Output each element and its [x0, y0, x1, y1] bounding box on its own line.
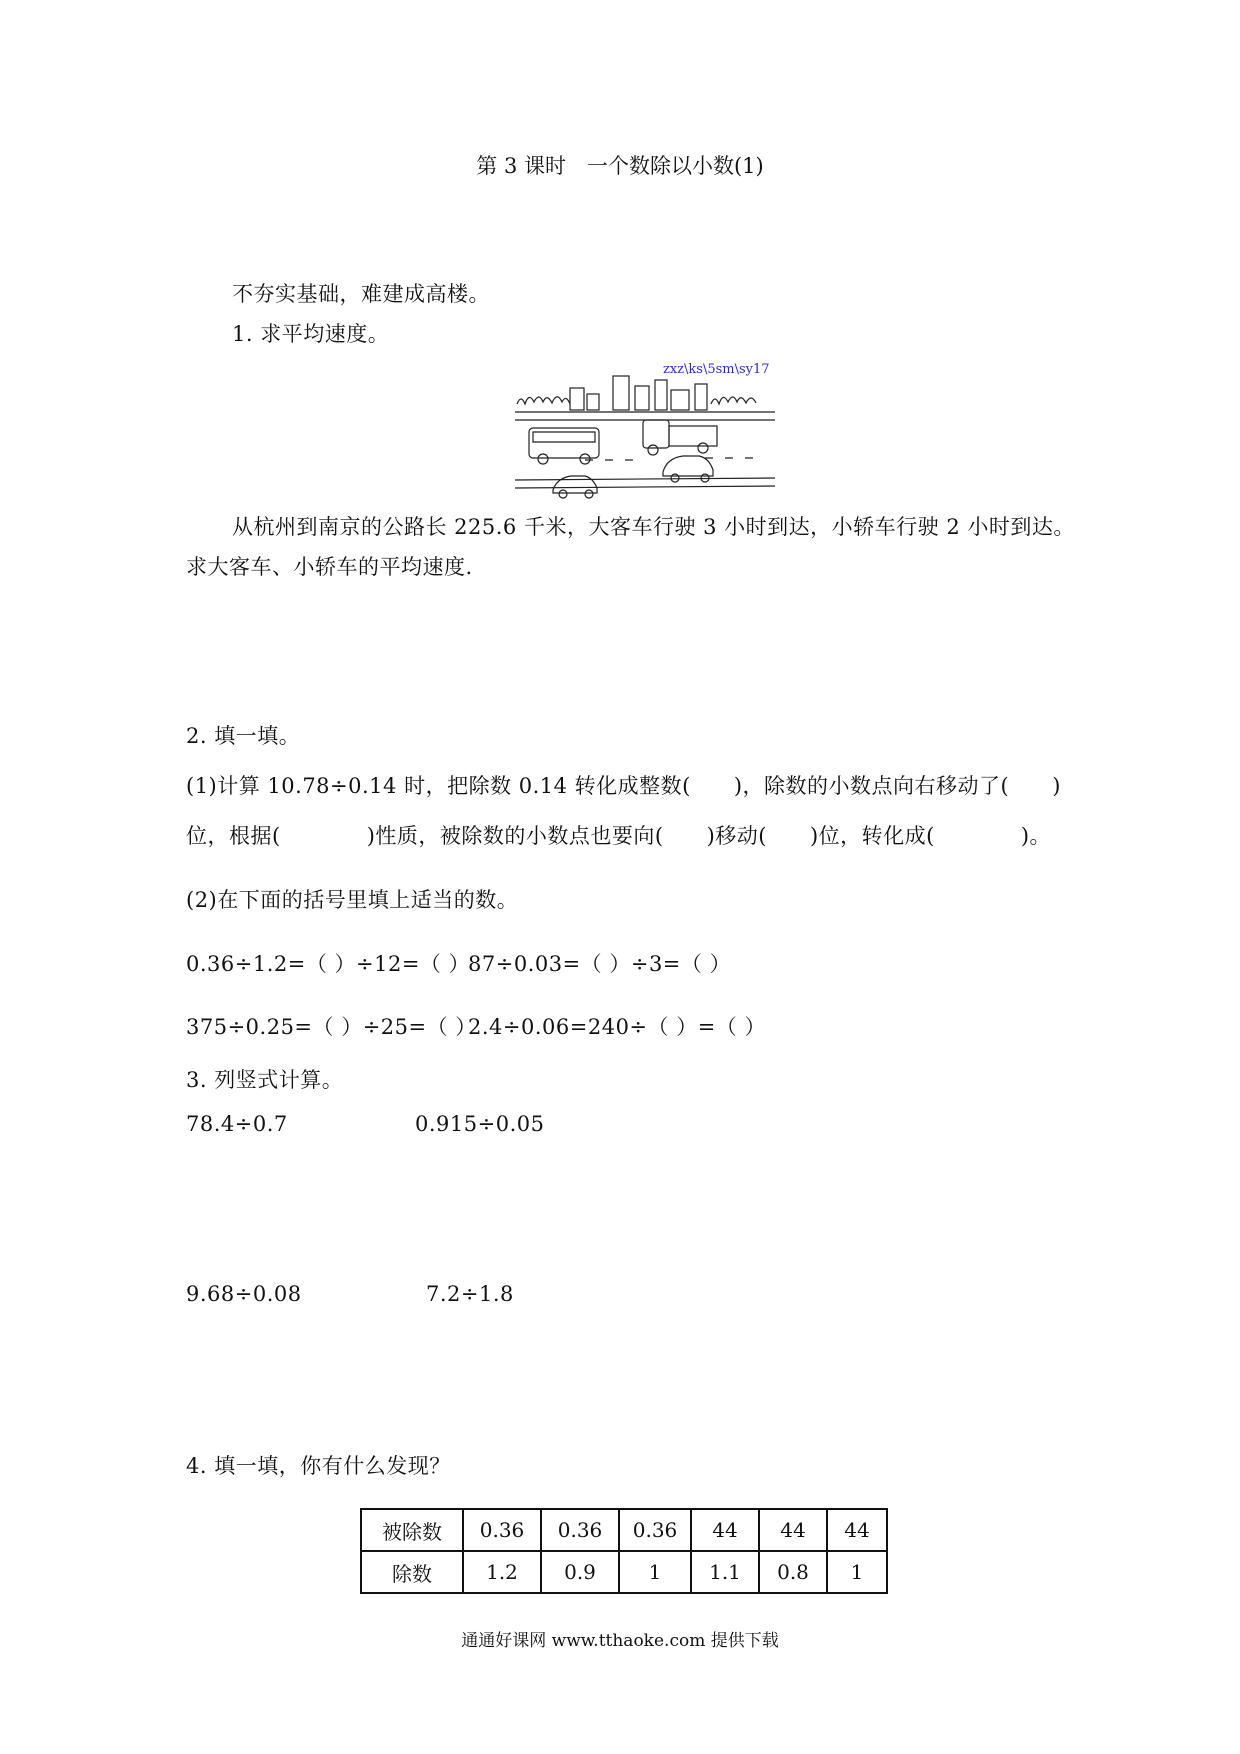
- table-cell: 44: [827, 1509, 887, 1551]
- q1-text-line2: 求大客车、小轿车的平均速度.: [186, 555, 473, 579]
- q2-row1-a: 0.36÷1.2=（ ）÷12=（ ）: [186, 952, 471, 976]
- q2-part1-line2: 位，根据( )性质，被除数的小数点也要向( )移动( )位，转化成( )。: [186, 824, 1052, 848]
- q2-part2: (2)在下面的括号里填上适当的数。: [186, 888, 519, 912]
- row-label-dividend: 被除数: [361, 1509, 463, 1551]
- table-cell: 1.1: [691, 1551, 759, 1593]
- page-title: 第 3 课时 一个数除以小数(1): [476, 154, 764, 178]
- traffic-illustration: [515, 368, 775, 500]
- footer-credit: 通通好课网 www.tthaoke.com 提供下载: [461, 1631, 779, 1651]
- table-cell: 44: [691, 1509, 759, 1551]
- q3-heading: 3. 列竖式计算。: [186, 1068, 344, 1092]
- motto: 不夯实基础，难建成高楼。: [232, 282, 490, 306]
- table-cell: 0.36: [619, 1509, 691, 1551]
- q3-expr4: 7.2÷1.8: [426, 1282, 514, 1306]
- q3-expr1: 78.4÷0.7: [186, 1112, 288, 1136]
- q1-text-line1: 从杭州到南京的公路长 225.6 千米，大客车行驶 3 小时到达，小轿车行驶 2 小时到达。: [232, 515, 1075, 539]
- q3-expr2: 0.915÷0.05: [415, 1112, 545, 1136]
- q4-heading: 4. 填一填，你有什么发现？: [186, 1454, 451, 1478]
- table-cell: 0.8: [759, 1551, 827, 1593]
- q2-heading: 2. 填一填。: [186, 724, 301, 748]
- row-label-divisor: 除数: [361, 1551, 463, 1593]
- table-cell: 0.9: [541, 1551, 619, 1593]
- table-cell: 44: [759, 1509, 827, 1551]
- table-cell: 1.2: [463, 1551, 541, 1593]
- watermark: zxz\ks\5sm\sy17: [663, 362, 770, 377]
- q2-part1-line1: (1)计算 10.78÷0.14 时，把除数 0.14 转化成整数( )，除数的小数点向右移动了( ): [186, 774, 1061, 798]
- q3-expr3: 9.68÷0.08: [186, 1282, 302, 1306]
- q2-row2-a: 375÷0.25=（ ）÷25=（ ）: [186, 1015, 477, 1039]
- table-row: [361, 1551, 887, 1593]
- q2-row2-b: 2.4÷0.06=240÷（ ）=（ ）: [468, 1015, 766, 1039]
- division-table: [360, 1508, 888, 1594]
- table-cell: 0.36: [541, 1509, 619, 1551]
- table-cell: 0.36: [463, 1509, 541, 1551]
- q2-row1-b: 87÷0.03=（ ）÷3=（ ）: [468, 952, 732, 976]
- table-cell: 1: [827, 1551, 887, 1593]
- q1-heading: 1. 求平均速度。: [232, 322, 390, 346]
- table-row: [361, 1509, 887, 1551]
- table-cell: 1: [619, 1551, 691, 1593]
